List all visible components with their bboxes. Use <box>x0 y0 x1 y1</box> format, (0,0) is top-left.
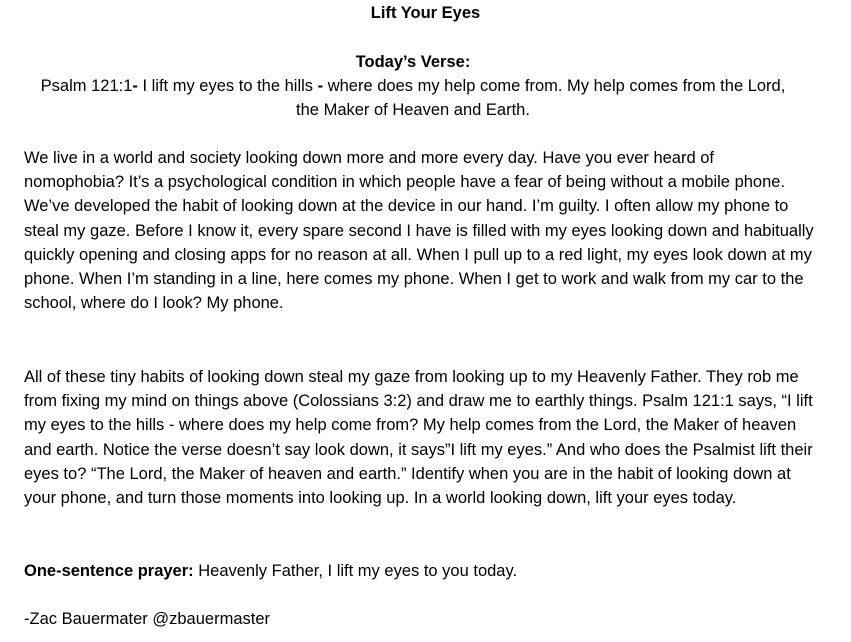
paragraph-2: All of these tiny habits of looking down steal my gaze from looking up to my Heavenly Father. They rob me from fixing my mind on things above (Colossians 3:2) and draw me to earthly things. Psalm 121:1 says, “I lift my eyes to the hills - where does my help come from? My help comes from the Lord, the Maker of heaven and earth. Notice the verse doesn’t say look down, it says”I lift my eyes.” And who does the Psalmist lift their eyes to? “The Lord, the Maker of heaven and earth.” Identify when you are in the habit of looking down at your phone, and turn those moments into looking up. In a world looking down, lift your eyes today. <box>24 368 813 508</box>
verse-text <box>30 74 796 122</box>
prayer-label: One-sentence prayer: <box>24 562 194 580</box>
verse-dash: - <box>132 77 138 95</box>
verse-part-1: I lift my eyes to the hills <box>137 77 318 95</box>
verse-reference: Psalm 121:1 <box>40 77 133 95</box>
paragraph-1: We live in a world and society looking down more and more every day. Have you ever heard of nomophobia? It’s a psychological condition in which people have a fear of being without a mobile phone. We’ve developed the habit of looking down at the device in our hand. I’m guilty. I often allow my phone to steal my gaze. Before I know it, every spare second I have is filled with my eyes looking down and habitually quickly opening and closing apps for no reason at all. When I pull up to a red light, my eyes look down at my phone. When I’m standing in a line, here comes my phone. When I get to work and walk from my car to the school, where do I look? My phone. <box>24 149 814 313</box>
signature: -Zac Bauermater @zbauermaster <box>24 610 271 628</box>
verse-part-2: where does my help come from. My help comes from the Lord, the Maker of Heaven and Earth. <box>296 77 786 120</box>
document-title: Lift Your Eyes <box>370 4 481 22</box>
prayer-text: Heavenly Father, I lift my eyes to you today. <box>193 562 518 580</box>
verse-dash-2: - <box>317 77 324 95</box>
verse-heading: Today’s Verse: <box>355 53 471 71</box>
prayer-line <box>24 559 814 583</box>
